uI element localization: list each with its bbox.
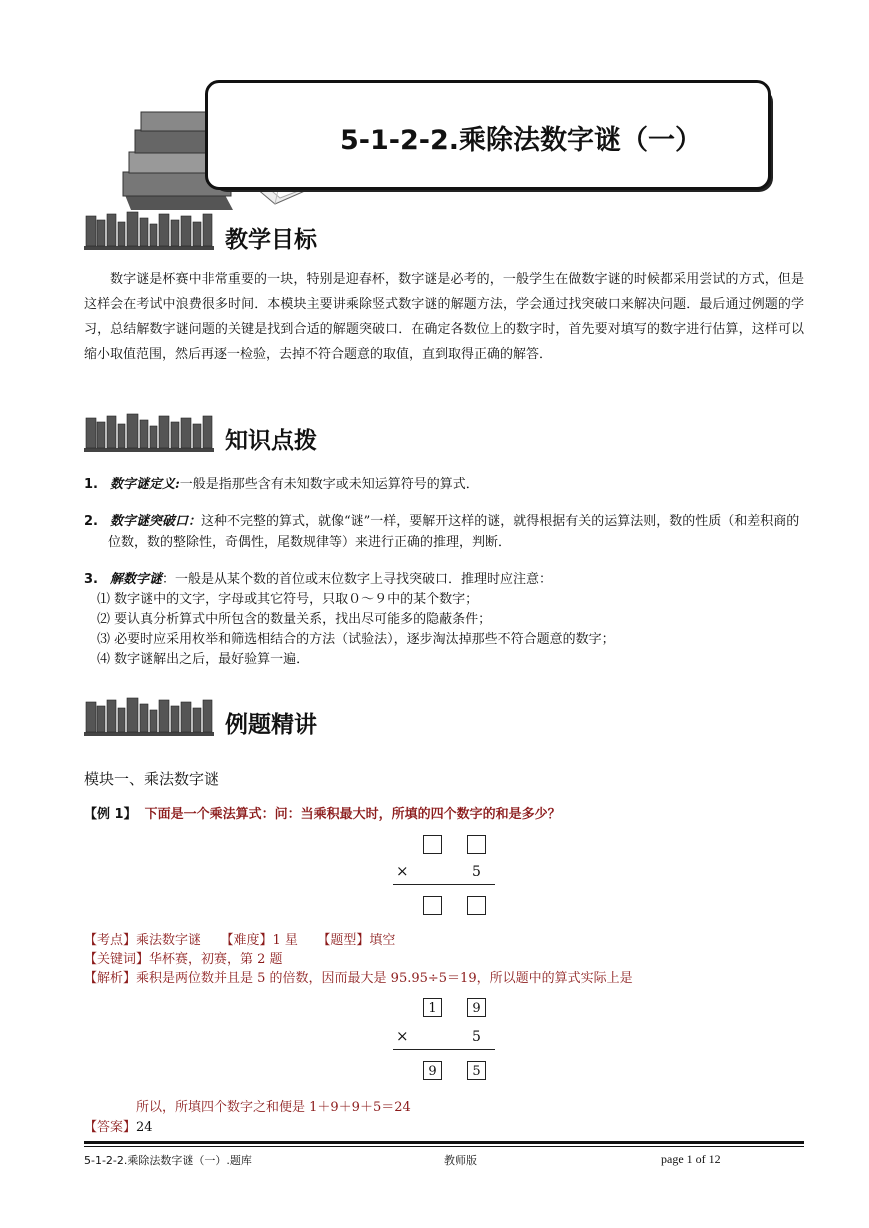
item-text: 这种不完整的算式，就像“谜”一样，要解开这样的谜，就得根据有关的运算法则，数的性质（和差积商的位数，数的整除性，奇偶性，尾数规律等）来进行正确的推理，判断． xyxy=(108,514,800,550)
product-line xyxy=(393,1049,495,1050)
section-title-goals: 教学目标 xyxy=(225,227,317,253)
footer-center: 教师版 xyxy=(444,1154,477,1167)
blank-box xyxy=(423,896,442,915)
meta-topic: 【考点】乘法数字谜 【难度】1 星 【题型】填空 xyxy=(84,933,396,948)
times-sign: × xyxy=(396,1027,409,1045)
example-question xyxy=(84,803,561,822)
item-number: 3. xyxy=(84,572,98,587)
meta-analysis: 【解析】乘积是两位数并且是 5 的倍数，因而最大是 95.95÷5＝19，所以题中的算式实际上是 xyxy=(84,971,633,986)
knowledge-subitem: ⑴ 数字谜中的文字，字母或其它符号，只取０～９中的某个数字； xyxy=(97,592,479,607)
knowledge-item-3 xyxy=(84,569,804,590)
example-label: 【例 1】 xyxy=(84,807,137,822)
knowledge-subitem: ⑵ 要认真分析算式中所包含的数量关系，找出尽可能多的隐蔽条件； xyxy=(97,612,492,627)
knowledge-subitem: ⑷ 数字谜解出之后，最好验算一遍． xyxy=(97,652,310,667)
item-number: 1. xyxy=(84,477,98,492)
example-question-text: 下面是一个乘法算式：问：当乘积最大时，所填的四个数字的和是多少？ xyxy=(144,807,561,822)
section-title-examples: 例题精讲 xyxy=(225,712,317,738)
times-sign: × xyxy=(396,862,409,880)
answer-value: 24 xyxy=(136,1120,153,1135)
section-books-icon xyxy=(84,208,214,252)
product-line xyxy=(393,884,495,885)
section-books-icon xyxy=(84,410,214,454)
item-text: 一般是指那些含有未知数字或未知运算符号的算式． xyxy=(179,477,479,492)
item-number: 2. xyxy=(84,514,98,529)
meta-keywords: 【关键词】华杯赛，初赛，第 2 题 xyxy=(84,952,283,967)
answer xyxy=(84,1116,153,1135)
multiplier: 5 xyxy=(472,1029,481,1045)
blank-box xyxy=(467,896,486,915)
footer-rule xyxy=(84,1146,804,1147)
multiplier: 5 xyxy=(472,864,481,880)
blank-box xyxy=(423,835,442,854)
filled-box: 9 xyxy=(423,1061,442,1080)
filled-box: 1 xyxy=(423,998,442,1017)
answer-label: 【答案】 xyxy=(84,1120,137,1135)
module-title: 模块一、乘法数字谜 xyxy=(84,770,220,788)
goals-paragraph: 数字谜是杯赛中非常重要的一块，特别是迎春杯，数字谜是必考的，一般学生在做数字谜的时候都采用尝试的方式，但是这样会在考试中浪费很多时间．本模块主要讲乘除竖式数字谜的解题方法，学会通过找突破口来解决问题．最后通过例题的学习，总结解数字谜问题的关键是找到合适的解题突破口．在确定各数位上的数字时，首先要对填写的数字进行估算，这样可以缩小取值范围，然后再逐一检验，去掉不符合题意的取值，直到取得正确的解答． xyxy=(84,272,804,362)
item-term: 数字谜突破口： xyxy=(109,514,201,529)
footer-page: page 1 of 12 xyxy=(661,1152,721,1166)
filled-box: 5 xyxy=(467,1061,486,1080)
knowledge-item-1 xyxy=(84,474,804,495)
footer-rule xyxy=(84,1141,804,1144)
blank-box xyxy=(467,835,486,854)
solution-conclusion: 所以，所填四个数字之和便是 1＋9＋9＋5＝24 xyxy=(136,1100,411,1115)
knowledge-subitem: ⑶ 必要时应采用枚举和筛选相结合的方法（试验法），逐步淘汰掉那些不符合题意的数字； xyxy=(97,632,615,647)
page-title: 5-1-2-2.乘除法数字谜（一） xyxy=(340,125,703,156)
item-text: ：一般是从某个数的首位或末位数字上寻找突破口．推理时应注意： xyxy=(162,572,553,587)
section-title-knowledge: 知识点拨 xyxy=(225,428,317,454)
knowledge-item-2 xyxy=(84,511,804,553)
item-term: 数字谜定义: xyxy=(109,477,180,492)
item-term: 解数字谜 xyxy=(109,572,162,587)
section-books-icon xyxy=(84,694,214,738)
footer-left: 5-1-2-2.乘除法数字谜（一）.题库 xyxy=(84,1154,252,1167)
filled-box: 9 xyxy=(467,998,486,1017)
